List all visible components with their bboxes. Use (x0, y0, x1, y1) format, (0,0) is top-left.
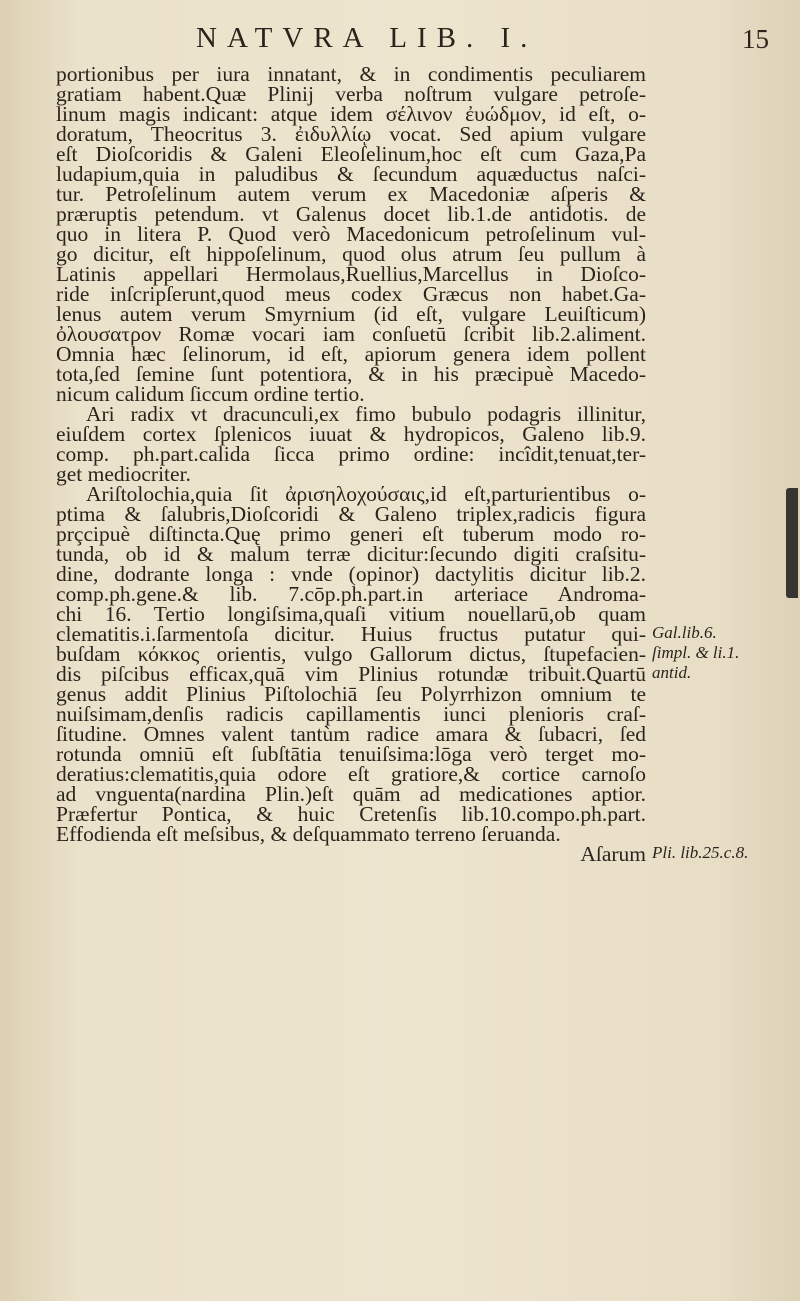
margin-note-line: Pli. lib.25.c.8. (652, 843, 749, 862)
margin-note-line: Gal.lib.6. (652, 623, 717, 642)
text-line: comp.ph.gene.& lib. 7.cōp.ph.part.in arteriace Androma- (56, 582, 646, 606)
text-line: ὀλουσατρον Romæ vocari iam conſuetū ſcribit lib.2.aliment. (56, 322, 646, 346)
text-line: eſt Dioſcoridis & Galeni Eleoſelinum,hoc eſt cum Gaza,Pa (56, 142, 646, 166)
text-line: dis piſcibus efficax,quā vim Plinius rotundæ tribuit.Quartū (56, 662, 646, 686)
text-line: nicum calidum ſiccum ordine tertio. (56, 382, 365, 406)
text-line: prçcipuè diſtincta.Quę primo generi eſt tuberum modo ro- (56, 522, 646, 546)
text-line: Effodienda eſt meſsibus, & deſquammato terreno ſeruanda. (56, 822, 561, 846)
text-line: Ariſtolochia,quia ſit ἀρισηλοχούσαις,id eſt,parturientibus o- (86, 482, 646, 506)
text-line: præruptis petendum. vt Galenus docet lib.1.de antidotis. de (56, 202, 646, 226)
text-line: Ari radix vt dracunculi,ex fimo bubulo podagris illinitur, (86, 402, 646, 426)
text-line: gratiam habent.Quæ Plinij verba noſtrum vulgare petroſe- (56, 82, 646, 106)
edge-stain (786, 488, 798, 598)
text-line: linum magis indicant: atque idem σέλινον ἐυώδμον, id eſt, o- (56, 102, 646, 126)
text-line: doratum, Theocritus 3. ἐιδυλλίῳ vocat. Sed apium vulgare (56, 122, 646, 146)
text-line: comp. ph.part.calida ſicca primo ordine: incîdit,tenuat,ter- (56, 442, 646, 466)
text-line: dine, dodrante longa : vnde (opinor) dactylitis dicitur lib.2. (56, 562, 646, 586)
margin-note-line: ſimpl. & li.1. (652, 643, 740, 662)
text-line: lenus autem verum Smyrnium (id eſt, vulgare Leuiſticum) (56, 302, 646, 326)
text-line: tota,ſed ſemine ſunt potentiora, & in his præcipuè Macedo- (56, 362, 646, 386)
text-line: ludapium,quia in paludibus & ſecundum aquæductus naſci- (56, 162, 646, 186)
text-line: chi 16. Tertio longiſsima,quaſi vitium nouellarū,ob quam (56, 602, 646, 626)
text-line: ſitudine. Omnes valent tantùm radice amara & ſubacri, ſed (56, 722, 646, 746)
margin-note-galen (652, 623, 792, 683)
running-title: NATVRA LIB. I. (196, 22, 538, 54)
text-line: Latinis appellari Hermolaus,Ruellius,Marcellus in Dioſco- (56, 262, 646, 286)
text-line: deratius:clematitis,quia odore eſt gratiore,& cortice carnoſo (56, 762, 646, 786)
text-line: Præfertur Pontica, & huic Cretenſis lib.10.compo.ph.part. (56, 802, 646, 826)
text-line: clematitis.i.ſarmentoſa dicitur. Huius fructus putatur qui- (56, 622, 646, 646)
page-number: 15 (742, 24, 769, 54)
text-line: tur. Petroſelinum autem verum ex Macedoniæ aſperis & (56, 182, 646, 206)
text-line: ride inſcripſerunt,quod meus codex Græcus non habet.Ga- (56, 282, 646, 306)
text-line: portionibus per iura innatant, & in condimentis peculiarem (56, 62, 646, 86)
text-line: get mediocriter. (56, 462, 191, 486)
text-line: buſdam κόκκος orientis, vulgo Gallorum dictus, ſtupefacien- (56, 642, 646, 666)
text-line: rotunda omniū eſt ſubſtātia tenuiſsima:lōga verò terget mo- (56, 742, 646, 766)
text-line: ad vnguenta(nardina Plin.)eſt quām ad medicationes aptior. (56, 782, 646, 806)
text-line: ptima & ſalubris,Dioſcoridi & Galeno triplex,radicis figura (56, 502, 646, 526)
text-line: nuiſsimam,denſis radicis capillamentis iunci plenioris craſ- (56, 702, 646, 726)
margin-note-line: antid. (652, 663, 692, 682)
text-line: Omnia hæc ſelinorum, id eſt, apiorum genera idem pollent (56, 342, 646, 366)
text-line: go dicitur, eſt hippoſelinum, quod olus atrum ſeu pullum à (56, 242, 646, 266)
catchword: Aſarum (580, 842, 646, 866)
page-header (0, 18, 800, 62)
text-line: tunda, ob id & malum terræ dicitur:ſecundo digiti craſsitu- (56, 542, 646, 566)
main-text-column (56, 64, 646, 864)
text-line: genus addit Plinius Piſtolochiā ſeu Polyrrhizon omnium te (56, 682, 646, 706)
text-line: eiuſdem cortex ſplenicos iuuat & hydropicos, Galeno lib.9. (56, 422, 646, 446)
text-line: quo in litera P. Quod verò Macedonicum petroſelinum vul- (56, 222, 646, 246)
margin-note-pliny (652, 843, 792, 863)
